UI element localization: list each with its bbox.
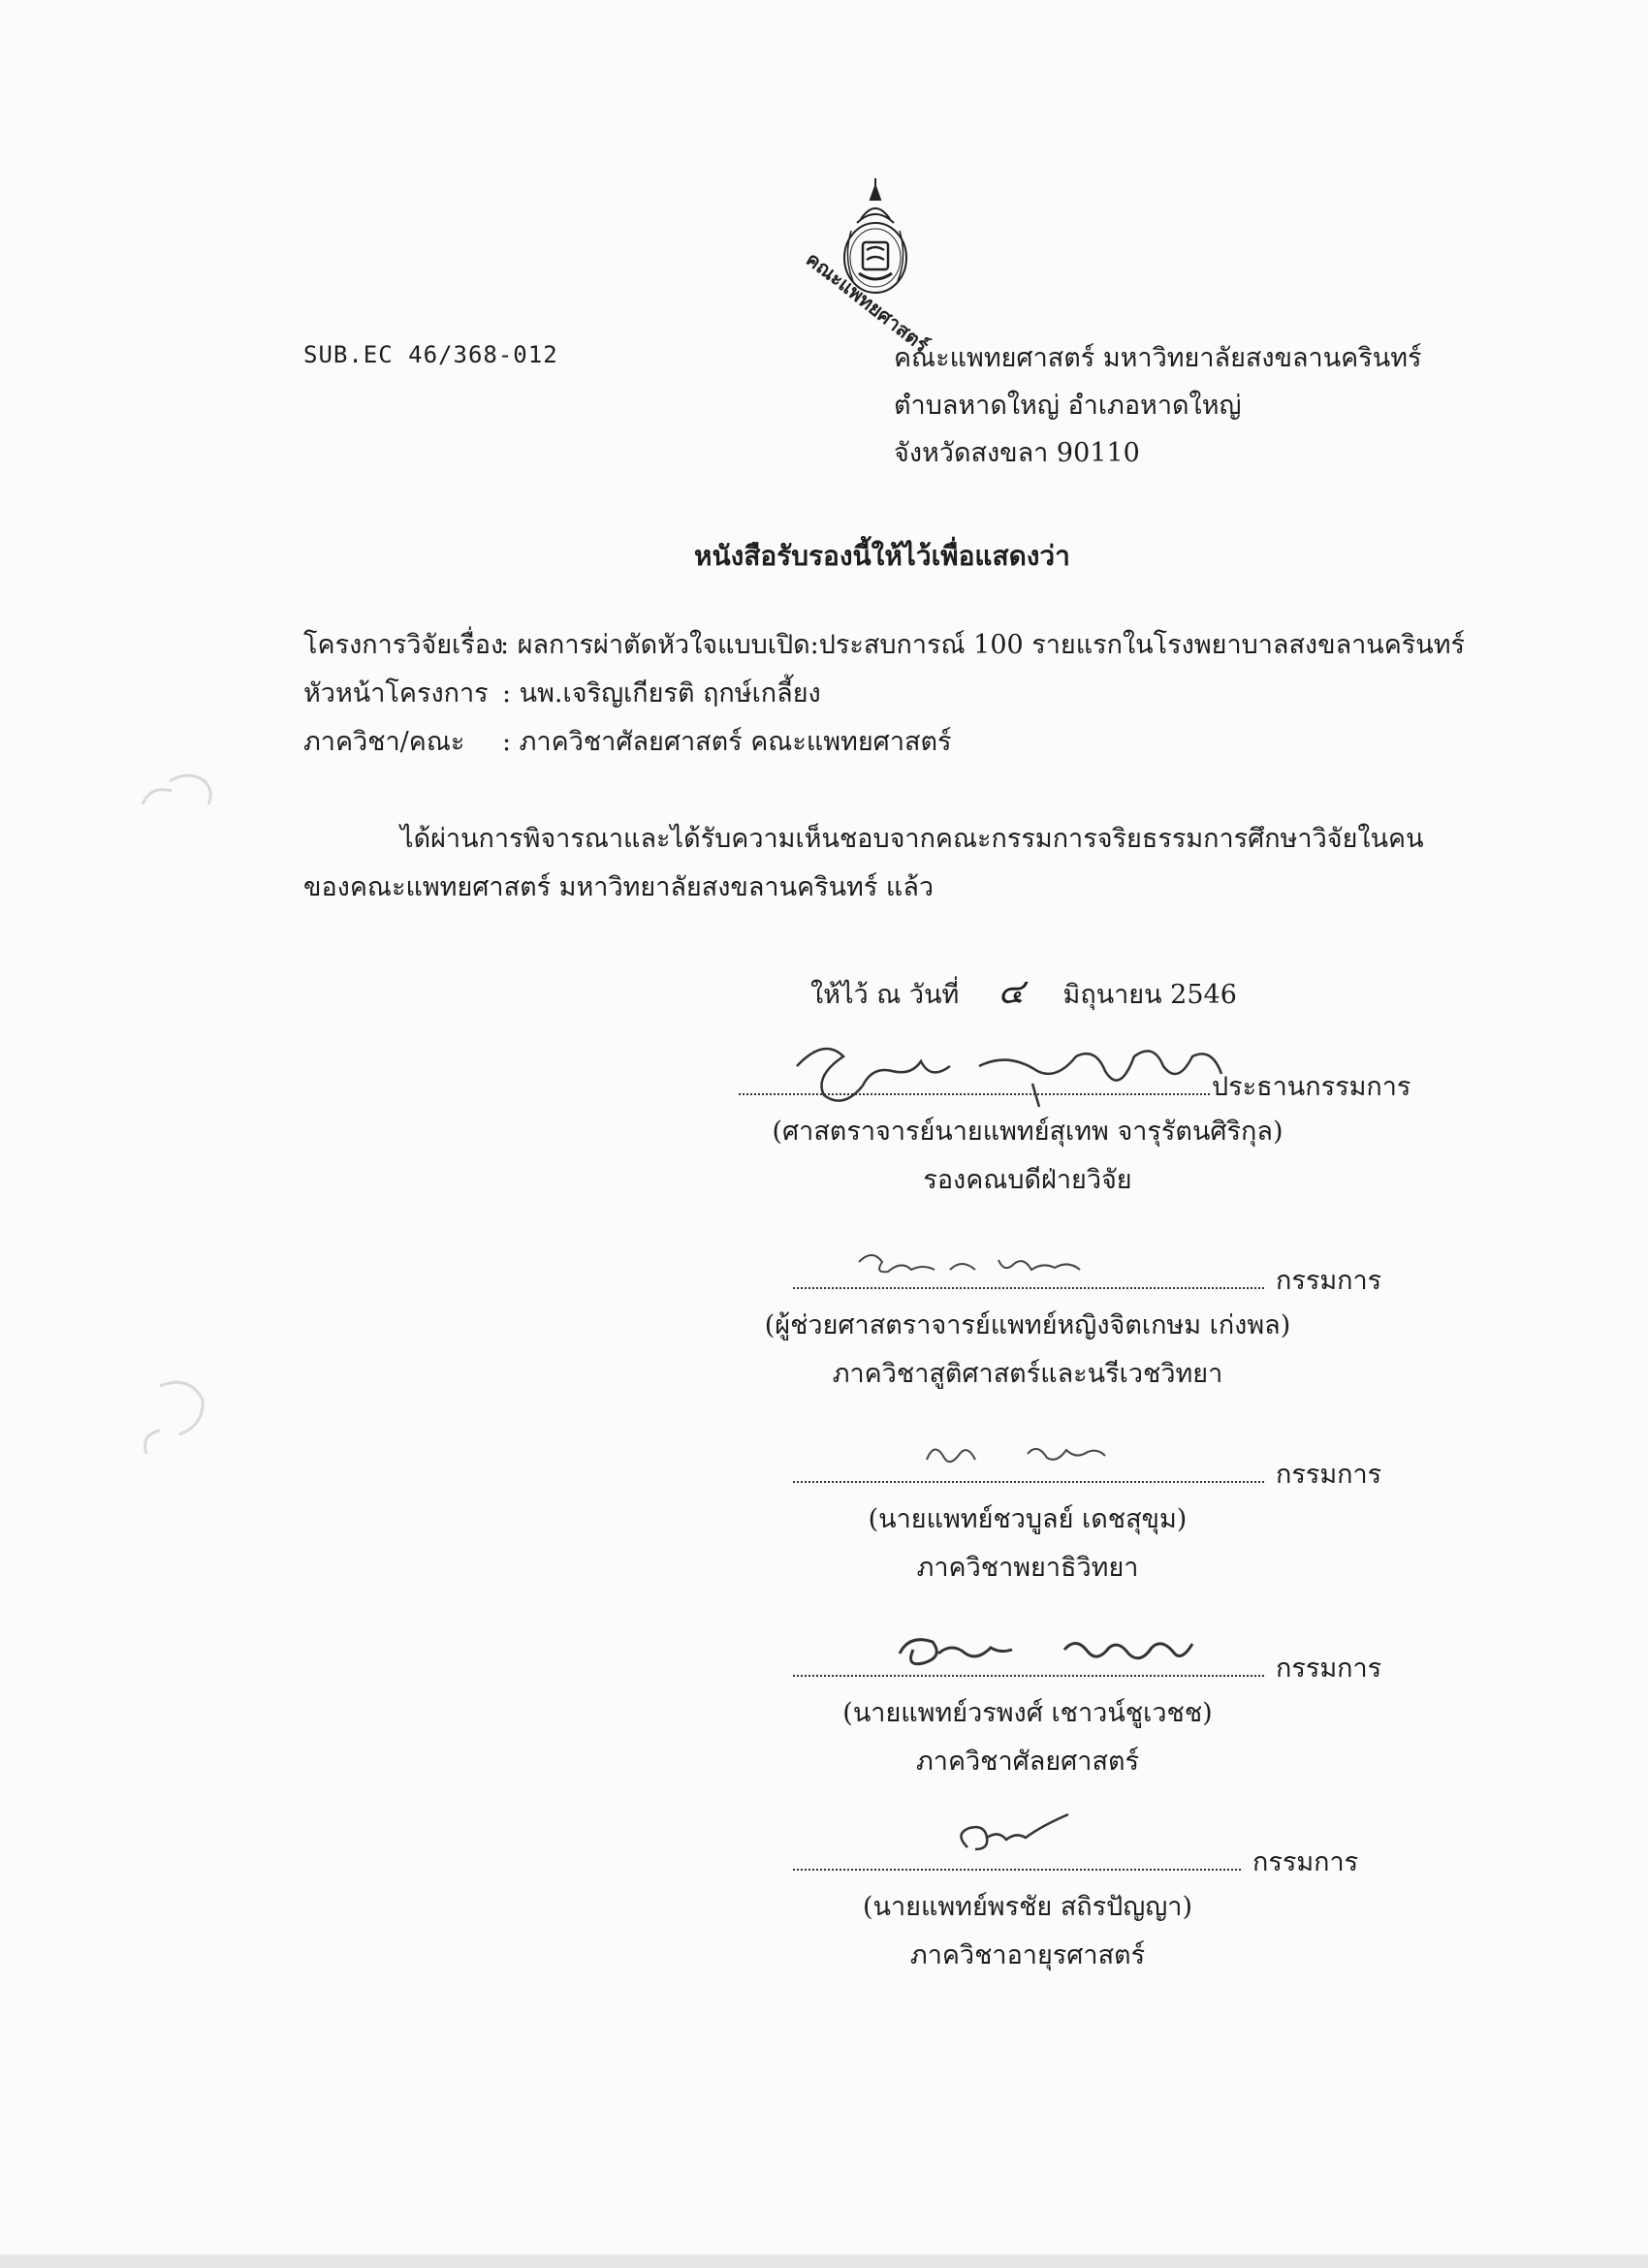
signatory-name: (นายแพทย์พรชัย สถิรปัญญา) bbox=[863, 1892, 1192, 1922]
scan-bottom-edge bbox=[0, 2254, 1648, 2268]
date-line bbox=[810, 971, 1237, 1013]
field-label: หัวหน้าโครงการ bbox=[303, 678, 489, 709]
certificate-title: หนังสือรับรองนี้ให้ไว้เพื่อแสดงว่า bbox=[694, 540, 1070, 572]
role-label: กรรมการ bbox=[1252, 1847, 1359, 1877]
signature-dotted-line bbox=[793, 1865, 1241, 1871]
field-value: : ผลการผ่าตัดหัวใจแบบเปิด:ประสบการณ์ 100 รายแรกในโรงพยาบาลสงขลานครินทร์ bbox=[500, 630, 1466, 660]
principal-investigator-row bbox=[303, 678, 821, 709]
role-label: กรรมการ bbox=[1276, 1654, 1382, 1684]
punch-hole-mark-top bbox=[131, 766, 228, 843]
role-label: ประธานกรรมการ bbox=[1212, 1072, 1411, 1102]
body-line-2: ของคณะแพทยศาสตร์ มหาวิทยาลัยสงขลานครินทร์ แล้ว bbox=[303, 872, 935, 902]
signatory-name: (นายแพทย์ชวบูลย์ เดชสุขุม) bbox=[868, 1504, 1188, 1534]
field-value: : นพ.เจริญเกียรติ ฤกษ์เกลี้ยง bbox=[502, 678, 821, 709]
signatory-position: ภาควิชาสูติศาสตร์และนรีเวชวิทยา bbox=[832, 1359, 1223, 1389]
signature-1 bbox=[785, 1027, 1241, 1115]
signatory-position: ภาควิชาศัลยศาสตร์ bbox=[916, 1747, 1139, 1777]
role-label: กรรมการ bbox=[1276, 1266, 1382, 1296]
signature-4 bbox=[890, 1615, 1220, 1683]
reference-number: SUB.EC 46/368-012 bbox=[303, 341, 558, 368]
signature-3 bbox=[921, 1425, 1173, 1483]
address-line-1: คณะแพทยศาสตร์ มหาวิทยาลัยสงขลานครินทร์ bbox=[894, 343, 1422, 373]
department-row bbox=[303, 727, 952, 758]
signatory-position: ภาควิชาอายุรศาสตร์ bbox=[909, 1940, 1146, 1970]
field-label: ภาควิชา/คณะ bbox=[303, 727, 465, 757]
signature-5 bbox=[948, 1805, 1093, 1863]
address-line-3: จังหวัดสงขลา 90110 bbox=[894, 438, 1140, 468]
signatory-position: รองคณบดีฝ่ายวิจัย bbox=[923, 1165, 1132, 1195]
date-day: ๔ bbox=[998, 972, 1025, 1012]
role-label: กรรมการ bbox=[1276, 1460, 1382, 1490]
address-line-2: ตำบลหาดใหญ่ อำเภอหาดใหญ่ bbox=[894, 391, 1242, 421]
signatory-name: (นายแพทย์วรพงศ์ เชาวน์ชูเวชช) bbox=[842, 1698, 1213, 1728]
faculty-seal-logo bbox=[793, 173, 948, 358]
project-title-row bbox=[303, 630, 1465, 661]
field-value: : ภาควิชาศัลยศาสตร์ คณะแพทยศาสตร์ bbox=[502, 727, 952, 757]
date-month-year: มิถุนายน 2546 bbox=[1062, 980, 1237, 1010]
signature-2 bbox=[853, 1241, 1144, 1289]
date-prefix: ให้ไว้ ณ วันที่ bbox=[810, 980, 960, 1010]
signatory-name: (ผู้ช่วยศาสตราจารย์แพทย์หญิงจิตเกษม เก่งพล) bbox=[764, 1310, 1291, 1340]
seal-text: คณะแพทยศาสตร์ bbox=[801, 247, 934, 358]
signatory-name: (ศาสตราจารย์นายแพทย์สุเทพ จารุรัตนศิริกุล) bbox=[772, 1117, 1284, 1147]
punch-hole-mark-bottom bbox=[131, 1376, 228, 1464]
body-line-1: ได้ผ่านการพิจารณาและได้รับความเห็นชอบจากคณะกรรมการจริยธรรมการศึกษาวิจัยในคน bbox=[400, 824, 1424, 854]
signatory-position: ภาควิชาพยาธิวิทยา bbox=[916, 1553, 1139, 1583]
field-label: โครงการวิจัยเรื่อง bbox=[303, 630, 504, 660]
